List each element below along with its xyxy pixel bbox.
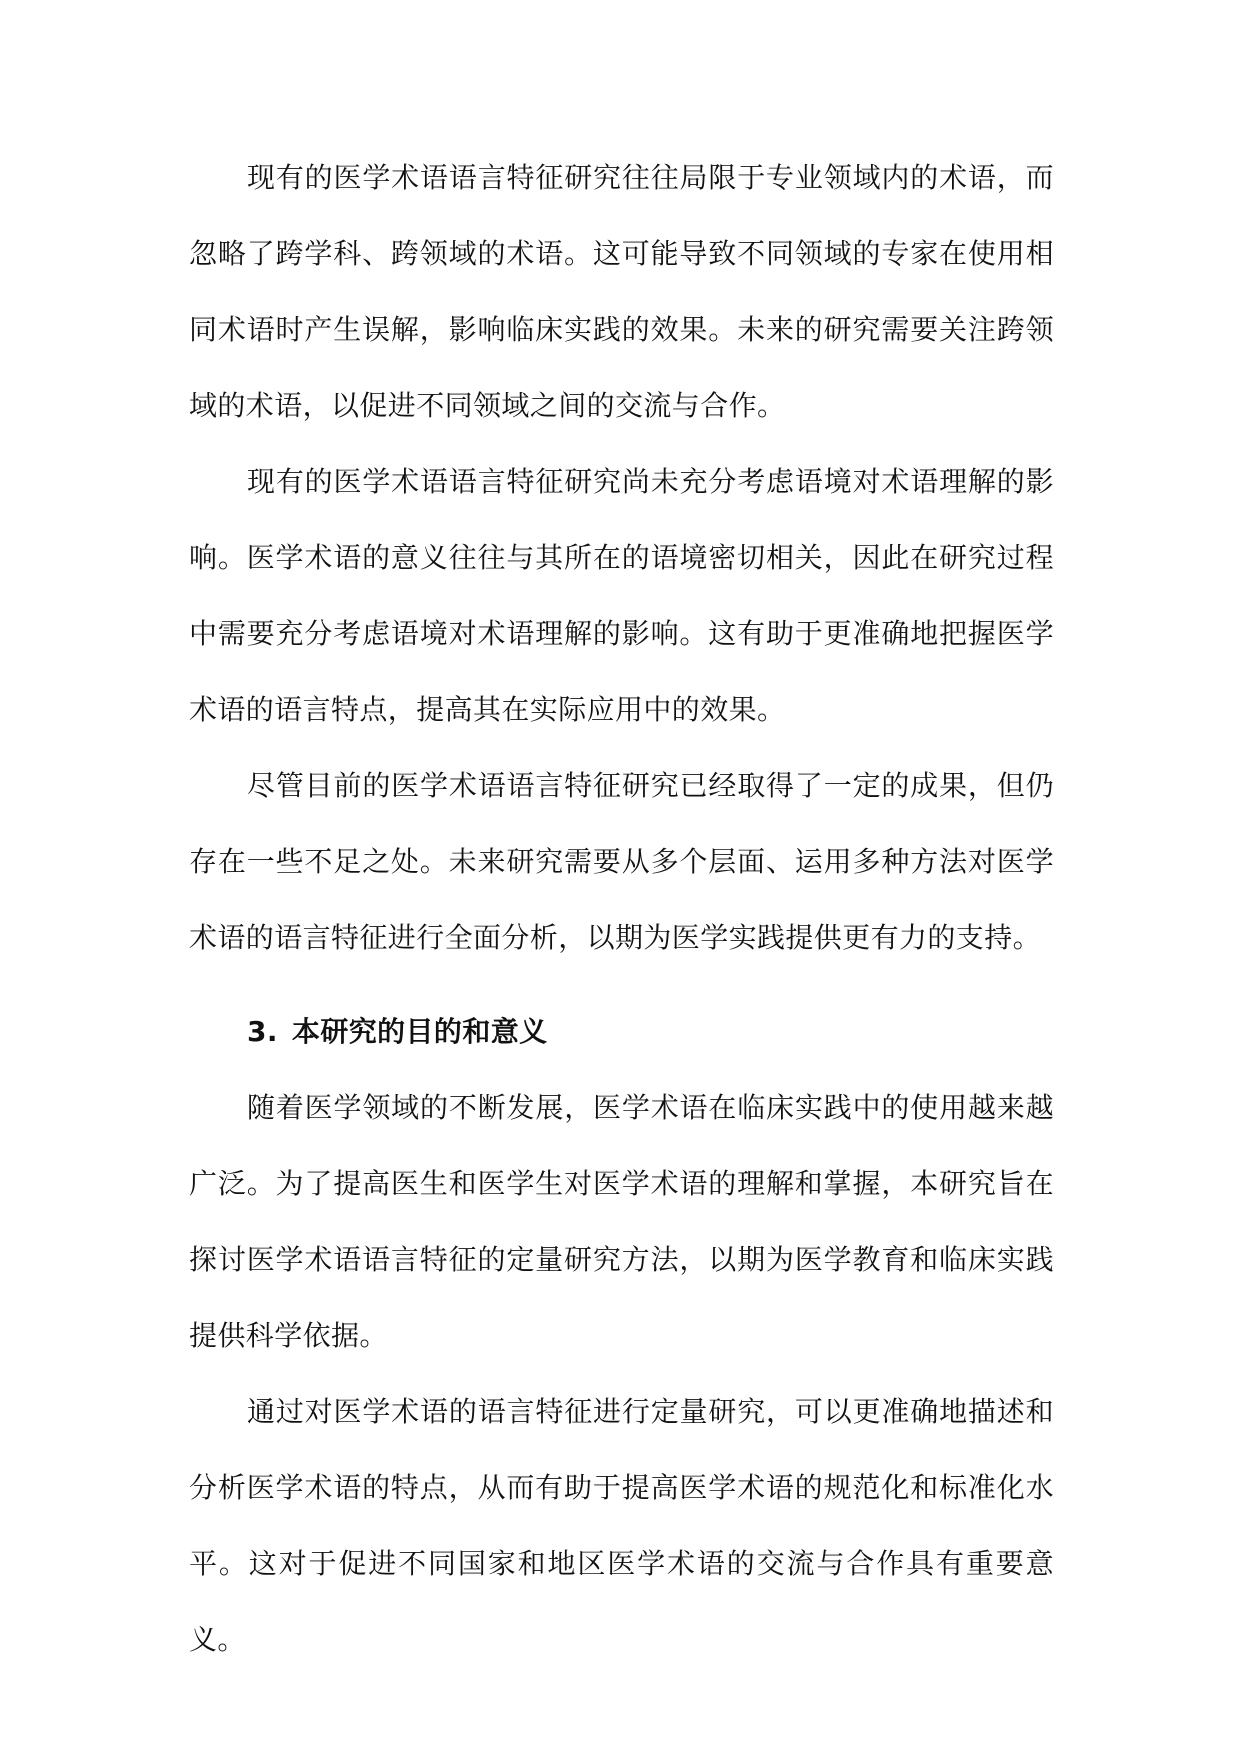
paragraph-cross-domain-terms: 现有的医学术语语言特征研究往往局限于专业领域内的术语，而忽略了跨学科、跨领域的术语。这可能导致不同领域的专家在使用相同术语时产生误解，影响临床实践的效果。未来的研究需要关注跨领域的术语，以促进不同领域之间的交流与合作。 — [189, 161, 1054, 422]
paragraph-research-significance: 通过对医学术语的语言特征进行定量研究，可以更准确地描述和分析医学术语的特点，从而有助于提高医学术语的规范化和标准化水平。这对于促进不同国家和地区医学术语的交流与合作具有重要意义。 — [189, 1395, 1054, 1656]
section-heading — [189, 994, 1054, 1070]
paragraph-research-purpose: 随着医学领域的不断发展，医学术语在临床实践中的使用越来越广泛。为了提高医生和医学生对医学术语的理解和掌握，本研究旨在探讨医学术语语言特征的定量研究方法，以期为医学教育和临床实践提供科学依据。 — [189, 1091, 1054, 1352]
paragraph-context-understanding: 现有的医学术语语言特征研究尚未充分考虑语境对术语理解的影响。医学术语的意义往往与其所在的语境密切相关，因此在研究过程中需要充分考虑语境对术语理解的影响。这有助于更准确地把握医学术语的语言特点，提高其在实际应用中的效果。 — [189, 465, 1054, 726]
section-number: 3. — [247, 1015, 278, 1048]
paragraph-research-shortcomings: 尽管目前的医学术语语言特征研究已经取得了一定的成果，但仍存在一些不足之处。未来研究需要从多个层面、运用多种方法对医学术语的语言特征进行全面分析，以期为医学实践提供更有力的支持。 — [189, 769, 1054, 954]
document-body — [189, 140, 1054, 1678]
section-title: 本研究的目的和意义 — [291, 1015, 548, 1048]
